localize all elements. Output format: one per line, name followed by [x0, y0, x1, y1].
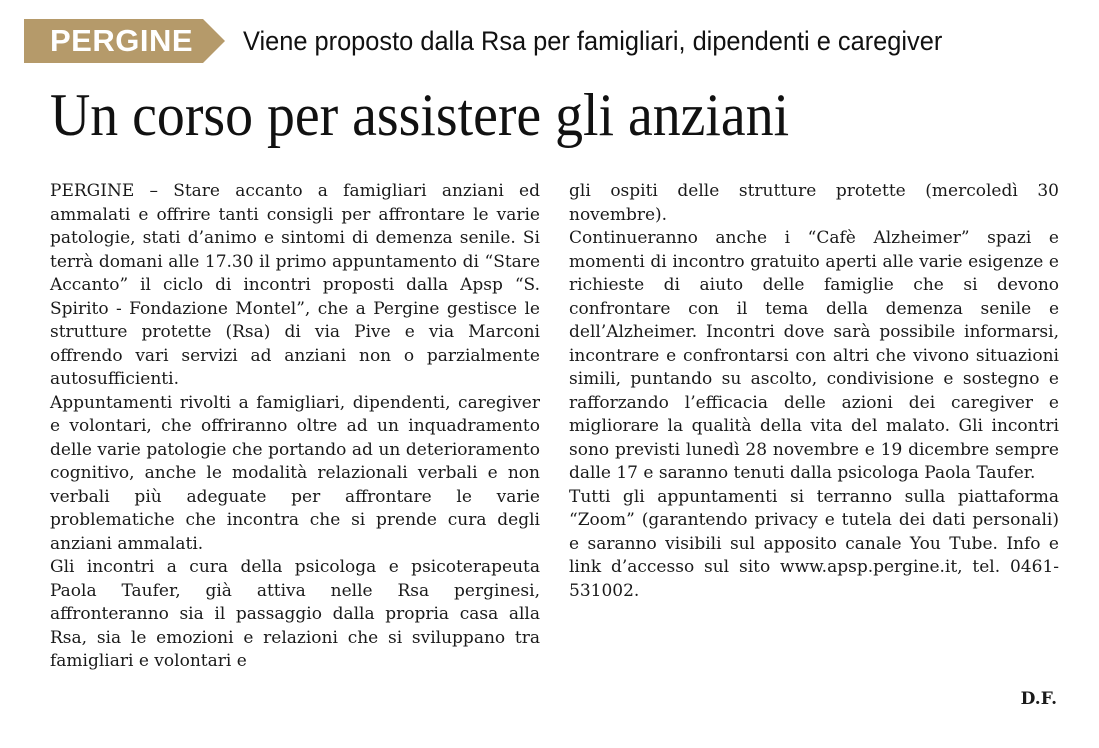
subheading: Viene proposto dalla Rsa per famigliari, dipendenti e caregiver [243, 25, 943, 56]
section-tag: PERGINE [24, 19, 203, 63]
paragraph: gli ospiti delle strutture protette (mercoledì 30 novembre). [569, 181, 1059, 225]
paragraph: Gli incontri a cura della psicologa e psicoterapeuta Paola Taufer, già attiva nelle Rsa perginesi, affronteranno sia il passaggio dalla propria casa alla Rsa, sia le emozioni e relazioni che si sviluppano tra famigliari e volontari e [50, 557, 540, 671]
headline: Un corso per assistere gli anziani [50, 82, 790, 148]
article-column-right [569, 180, 1059, 603]
paragraph: Appuntamenti rivolti a famigliari, dipendenti, caregiver e volontari, che offriranno oltre ad un inquadramento delle varie patologie che portando ad un deterioramento cognitivo, anche le modalità relazionali verbali e non verbali più adeguate per affrontare le varie problematiche che incontra che si prende cura degli anziani ammalati. [50, 392, 540, 554]
paragraph: PERGINE – Stare accanto a famigliari anziani ed ammalati e offrire tanti consigli per affrontare le varie patologie, stati d’animo e sintomi di demenza senile. Si terrà domani alle 17.30 il primo appuntamento di “Stare Accanto” il ciclo di incontri proposti dalla Apsp “S. Spirito - Fondazione Montel”, che a Pergine gestisce le strutture protette (Rsa) di via Pive e via Marconi offrendo vari servizi ad anziani non o parzialmente autosufficienti. [50, 181, 540, 389]
kicker-row [24, 19, 987, 63]
paragraph: Tutti gli appuntamenti si terranno sulla piattaforma “Zoom” (garantendo privacy e tutela dei dati personali) e saranno visibili sul apposito canale You Tube. Info e link d’accesso sul sito www.apsp.pergine.it, tel. 0461-531002. [569, 486, 1059, 601]
paragraph: Continueranno anche i “Cafè Alzheimer” spazi e momenti di incontro gratuito aperti alle varie esigenze e richieste di aiuto delle famiglie che si devono confrontare con il tema della demenza senile e dell’Alzheimer. Incontri dove sarà possibile informarsi, incontrare e confrontarsi con altri che vivono situazioni simili, puntando su ascolto, condivisione e sostegno e rafforzando l’efficacia delle azioni dei caregiver e migliorare la qualità della vita del malato. Gli incontri sono previsti lunedì 28 novembre e 19 dicembre sempre dalle 17 e saranno tenuti dalla psicologa Paola Taufer. [569, 228, 1059, 483]
article-column-left [50, 180, 540, 674]
author-signature: D.F. [1020, 689, 1057, 709]
